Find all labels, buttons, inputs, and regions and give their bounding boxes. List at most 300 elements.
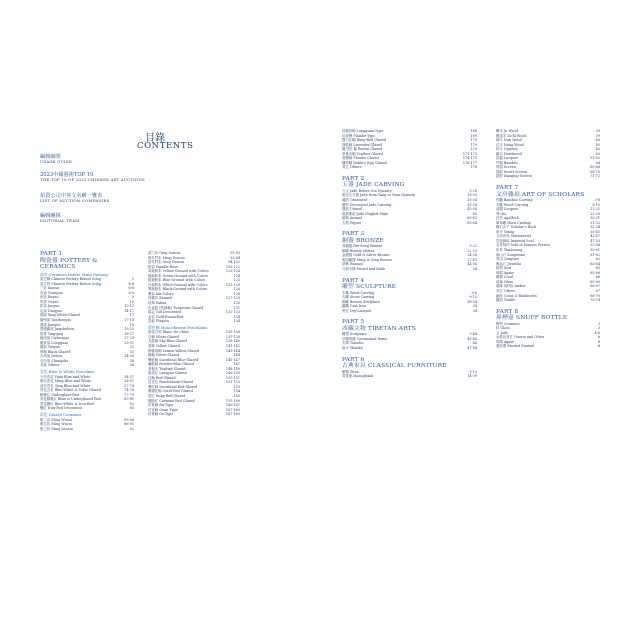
toc-entry-title: 動物 Animal — [342, 216, 362, 221]
toc-entry-pages: 27-28 — [124, 336, 134, 341]
toc-entry-title: 擺件 Decorated Jade Carving — [342, 202, 392, 207]
toc-entry-title: 料 Glass — [496, 326, 510, 331]
toc-entry-title: 鈞窯 Junyao — [40, 304, 60, 309]
toc-entry-title: 插屏 Insert Screen — [496, 169, 528, 174]
toc-entry-title: 白釉 White Glazed — [148, 334, 179, 339]
toc-entry-title: 琉璃 Glass — [496, 279, 514, 284]
toc-entry-title: 琺華 Fahua — [148, 301, 167, 306]
toc-entry-title: 雞翅木 Zichi Wood — [496, 133, 527, 138]
toc-entry-title: 胭脂紅 Carmine-Red Glazed — [148, 398, 195, 403]
toc-entry-title: 紫檀 Zitan — [342, 369, 359, 374]
toc-entry-title: 耀州窯 Yaozhouyao — [40, 318, 72, 323]
toc-entry-pages: 93-94 — [230, 255, 240, 260]
toc-entry-title: 仿龍泉釉 Longquan-Type — [342, 129, 384, 133]
toc-entry-title: 雕塑 Sculpture — [342, 332, 367, 337]
part-title: 鼻煙壺 SNUFF BOTTLE — [496, 315, 568, 322]
intro-en: USAGE GUIDE — [40, 159, 73, 164]
toc-entry-pages: 160-167 — [225, 403, 240, 408]
toc-entry-pages: 123-124 — [225, 269, 240, 274]
toc-entry-title: 明五彩 Ming Wucai — [40, 422, 72, 427]
toc-entry-pages: 34 — [472, 308, 477, 313]
intro-en: LIST OF AUCTION COMPANIES — [40, 198, 110, 203]
toc-entry-pages: 169 — [470, 133, 477, 138]
toc-entry-title: 盌板 Plaques — [148, 319, 170, 324]
toc-entry-pages: 83-86 — [124, 417, 134, 422]
toc-entry-pages: 34-37 — [124, 374, 134, 379]
part-label: PART 6 — [342, 356, 365, 363]
toc-entry-pages: 22-29 — [590, 211, 600, 216]
intro-auction-list[interactable] — [40, 193, 240, 204]
page-title-en: CONTENTS — [137, 141, 194, 151]
toc-entry-title: 高古瓷 Chinese Pottery Before Song — [40, 281, 101, 286]
toc-entry-title: 雞血石 Jixueshi — [496, 261, 521, 266]
toc-entry-title: 琺瑯彩 Enamel — [148, 296, 173, 301]
toc-entry-title: 釉裏紅 Underglaze-Red — [40, 392, 80, 397]
toc-entry-pages: 17-18 — [124, 318, 134, 323]
toc-entry-title: 孔雀藍 (松綠釉) Turquoise Glazed — [148, 305, 204, 310]
toc-entry-pages: 36 — [129, 363, 134, 368]
toc-entry-title: 祭紅 Ruby-Red Glazed — [148, 394, 186, 398]
toc-entry-pages: 74-76 — [124, 388, 134, 393]
toc-entry-pages: 67 — [595, 288, 600, 293]
toc-entry[interactable] — [40, 406, 134, 411]
toc-entry-pages: 14-17 — [124, 308, 134, 313]
toc-entry-title: 青花釉裏紅 Blue & Underglazed Red — [40, 397, 101, 402]
toc-entry-title: 景德鎮窯 Jingdezhen — [40, 327, 74, 332]
toc-entry-title: 白地粉彩 White-Ground with Colors — [148, 282, 208, 287]
toc-entry-title: 銘刻 Seal — [496, 266, 512, 271]
toc-entry-title: 元代青花 Yuan Blue and White — [40, 374, 91, 379]
toc-entry-title: 定窯 Dingyao — [40, 308, 62, 313]
toc-entry-title: 竹雕 Bamboo Carving — [496, 198, 533, 203]
toc-entry-pages: 66 — [595, 275, 600, 280]
toc-entry-pages: 65-66 — [590, 270, 600, 275]
toc-entry-title: 漆器 Lacquer — [496, 207, 519, 212]
toc-entry-pages: 9 — [131, 295, 134, 300]
toc-entry-title: 三彩 Sancai — [40, 286, 60, 291]
toc-entry-pages: 53-58 — [590, 243, 600, 248]
toc-entry-title: 黑釉 Black Glazed — [40, 349, 71, 354]
toc-entry-title: 金銀器 Gold & Silver Bronze — [342, 253, 390, 258]
toc-entry-pages: 102-122 — [225, 264, 240, 269]
part-title: 雕塑 SCULPTURE — [342, 284, 397, 291]
toc-entry-pages: 19-25 — [124, 327, 134, 332]
toc-entry-title: 龍泉窯 Longquan — [40, 340, 69, 345]
toc-entry-pages: 62 — [595, 257, 600, 262]
toc-entry-title: 磁州窯 Cizhouyao — [40, 336, 70, 341]
toc-entry-pages: 167-169 — [225, 407, 240, 412]
toc-entry-title: 鐵雕 Cast Iron — [342, 304, 366, 309]
toc-entry-pages: 65 — [595, 266, 600, 271]
toc-entry-pages: 65-68 — [590, 165, 600, 170]
toc-entry-title: 珊瑚紅釉 Coral-Red Glazed — [148, 389, 193, 394]
part-title: 文房雜項 ART OF SCHOLARS — [496, 191, 585, 198]
toc-entry-title: 黑地粉彩 Black-Ground with Colors — [148, 287, 207, 292]
toc-entry-title: 木雕 Wood Carving — [496, 202, 529, 207]
intro-en: EDITORIAL TEAM — [40, 218, 80, 223]
toc-entry-pages: 35-38 — [467, 202, 477, 207]
toc-entry-pages: 77-79 — [124, 392, 134, 397]
toc-entry-pages: 42-47 — [590, 234, 600, 239]
toc-entry[interactable] — [148, 412, 240, 417]
toc-entry-title: 高古陶 Chinese Pottery Before Song — [40, 277, 101, 282]
toc-entry-pages: 6-8 — [128, 286, 134, 291]
toc-entry-pages: 36 — [129, 358, 134, 363]
toc-entry-title: 紅木 Hong Wood — [496, 142, 524, 147]
toc-entry-title: 茶葉末釉 Teadust Glazed — [342, 151, 383, 156]
col1-section — [40, 251, 134, 431]
toc-entry-pages: 29-33 — [467, 193, 477, 198]
toc-entry-title: 其它 Others — [496, 288, 516, 293]
toc-entry-title: 其它 Others — [342, 165, 362, 170]
part-label: PART 2 — [342, 175, 365, 182]
toc-entry-title: 漆器 Lacquer — [496, 156, 519, 161]
part-title: 銅器 BRONZE — [342, 237, 384, 244]
toc-entry-title: 石雕 Stone Carving — [342, 295, 375, 300]
toc-entry-pages: 134 — [233, 314, 240, 319]
toc-entry-title: 黃地粉彩 Yellow-Ground with Colors — [148, 269, 209, 274]
toc-entry-pages: 3-13 — [469, 369, 477, 374]
toc-entry-title: 粉彩 Famille Rose — [148, 264, 178, 269]
toc-entry-pages: 60 — [472, 211, 477, 216]
toc-entry-title: 匠作 Agalloch — [496, 216, 519, 221]
toc-entry-pages: 33-34 — [467, 198, 477, 203]
toc-entry-title: 仿官釉 Guan-Type — [148, 407, 178, 412]
part-label: PART 1 — [40, 251, 63, 257]
toc-entry-pages: 6 — [597, 339, 600, 344]
toc-entry-pages: 155-160 — [225, 398, 240, 403]
toc-entry-title: 汝窯 Ruyao — [40, 295, 59, 300]
subsection-title: 彩瓷 Glazed Ceramics — [40, 412, 82, 417]
toc-entry-title: 壽山石 Soapstone — [496, 252, 526, 257]
toc-entry-pages: 145-147 — [225, 357, 240, 362]
toc-entry-title: 明代鬥彩 Ming Doucai — [148, 255, 185, 260]
toc-entry-title: 天珠 Tianzhu — [342, 341, 364, 346]
toc-entry-title: 瑪瑙 Agate — [496, 270, 514, 275]
toc-entry-pages: 125 — [233, 278, 240, 283]
toc-entry-pages: 3 — [131, 277, 134, 282]
toc-entry-pages: 170 — [470, 142, 477, 147]
toc-entry-pages: 47-54 — [467, 345, 477, 350]
toc-entry-title: 器皿 Utensil — [342, 207, 363, 212]
toc-entry-pages: 61-63 — [590, 156, 600, 161]
subsection-title: 青花 Blue & White Porcelain — [40, 369, 94, 375]
toc-entry-title: 礬紅 Iron-Red Decorated — [40, 406, 82, 411]
toc-entry-pages: 38-57 — [124, 379, 134, 384]
toc-entry-pages: 46 — [472, 341, 477, 346]
toc-entry-pages: 149-150 — [225, 371, 240, 376]
toc-entry-title: 水晶及其它 Quartz and Other — [496, 335, 545, 340]
toc-entry-pages: 141-142 — [225, 343, 240, 348]
toc-entry-title: 陳設 Ornament — [342, 198, 368, 203]
toc-entry-pages: 4-6 — [128, 281, 134, 286]
toc-entry-title: 吉州窯 Jizhou — [40, 354, 62, 359]
toc-entry-pages: 83 — [129, 406, 134, 411]
part-title: 西藏文物 TIBETAN ARTS — [342, 325, 417, 332]
toc-entry-title: 文房用具 Stationeries — [496, 234, 532, 239]
toc-entry-title: 鐵木 Hardwood — [496, 151, 522, 156]
toc-entry-pages: 57-74 — [124, 383, 134, 388]
toc-entry-pages: 154 — [233, 389, 240, 394]
toc-entry-pages: 4-6 — [594, 330, 600, 335]
toc-entry-title: 青花五彩 Blue-White & Color Glazed — [40, 388, 101, 393]
intro-cn: 編輯綱要 — [40, 154, 61, 160]
part-title: 古典家具 CLASSICAL FURNITURE — [342, 363, 447, 369]
toc-entry-title: 織品 Textile — [496, 298, 516, 303]
toc-entry-title: 仿窯變 Flambe-Type — [342, 133, 376, 138]
toc-entry-pages: 65-66 — [590, 279, 600, 284]
toc-entry-pages: 3-22 — [469, 244, 477, 249]
toc-entry-title: 官窯 Guanyao — [40, 290, 63, 295]
toc-entry-pages: 168 — [470, 129, 477, 133]
toc-entry-pages: 14-39 — [467, 374, 477, 379]
toc-entry-title: 掛屏 Hanging Screen — [496, 174, 532, 179]
intro-usage[interactable] — [40, 154, 240, 165]
toc-entry-pages: 29-31 — [124, 340, 134, 345]
toc-entry-title: 綠地粉彩 Green-Ground with Colors — [148, 273, 209, 278]
toc-entry-title: 青花礬紅 Blue-White & Iron-Red — [40, 401, 94, 406]
toc-entry-title: 琴 Qin — [496, 211, 507, 216]
toc-entry-pages: 66-67 — [590, 284, 600, 289]
toc-entry-pages: 16-34 — [467, 299, 477, 304]
toc-entry-pages: 174-175 — [462, 156, 477, 161]
toc-entry-title: 薄藍釉 Lavender Glazed — [342, 142, 383, 147]
toc-entry-title: 其他 Others — [40, 363, 60, 368]
toc-entry-pages: 170 — [470, 147, 477, 152]
toc-entry-pages: 63-64 — [590, 261, 600, 266]
toc-entry-pages: 155 — [233, 394, 240, 398]
toc-entry-pages: 40 — [595, 138, 600, 143]
toc-entry-pages: 6 — [597, 344, 600, 349]
part-label: PART 7 — [496, 185, 519, 192]
toc-entry[interactable] — [40, 363, 134, 368]
toc-entry[interactable] — [342, 374, 477, 379]
toc-entry-title: 屏風 Screen — [496, 165, 516, 170]
col3-section — [342, 129, 477, 379]
toc-entry-title: 清三彩 Qing Sancai — [148, 251, 181, 255]
toc-entry-pages: 170 — [470, 138, 477, 143]
toc-entry-title: 醬 (棕) 釉 Brown Glazed — [342, 147, 383, 152]
toc-entry-pages: 132-133 — [225, 310, 240, 315]
toc-entry-pages: 148-149 — [225, 366, 240, 371]
toc-entry-title: 金彩 Gold-Enamelled — [148, 314, 184, 319]
toc-entry-pages: 126 — [233, 287, 240, 292]
toc-entry-pages: 8-9 — [128, 290, 134, 295]
toc-entry-title: 法器供器 Ceremonial Items — [342, 336, 388, 341]
part-label: PART 4 — [342, 277, 365, 284]
toc-entry-pages: 43-58 — [467, 207, 477, 212]
intro-editorial[interactable] — [40, 213, 240, 224]
toc-entry-pages: 59-61 — [590, 248, 600, 253]
toc-entry-title: 柏木 Cypress — [496, 147, 518, 152]
part-title: 玉器 JADE CARVING — [342, 182, 405, 189]
toc-entry-pages: 10 — [129, 299, 134, 304]
toc-entry-title: 霽紅釉 Sacrificial Red-Glazed — [148, 384, 198, 389]
toc-entry-title: 灑藍釉 Powder-Blue Glazed — [148, 362, 194, 367]
toc-entry-title: 窯變釉 Flambe Glazed — [342, 156, 379, 161]
toc-entry-pages: 80-81 — [124, 397, 134, 402]
toc-entry-title: 邢窯 Xing White-Glazed — [40, 313, 80, 318]
intro-cn: 編輯團隊 — [40, 213, 61, 219]
toc-entry-title: 人物 Figure — [342, 220, 362, 225]
toc-entry-pages: 125-126 — [225, 282, 240, 287]
toc-entry-pages: 150-151 — [225, 375, 240, 380]
toc-entry-title: 明清銅器 Ming & Qing Bronze — [342, 257, 393, 262]
toc-entry-pages: 34 — [472, 267, 477, 272]
toc-entry-title: 寶石紅釉 Ruby-Red Glazed — [342, 138, 387, 143]
toc-entry[interactable] — [496, 344, 600, 349]
toc-entry-pages: 126 — [233, 291, 240, 296]
toc-entry-title: 霽藍釉 Sacrificial Blue-Glazed — [148, 357, 199, 362]
toc-entry-pages: 92 — [129, 426, 134, 431]
toc-entry-pages: 47-53 — [590, 238, 600, 243]
page-title-cn: 目錄 — [145, 133, 165, 144]
toc-entry-title: 天藍釉 Sky-Blue Glazed — [148, 339, 188, 344]
toc-entry-pages: 10-13 — [124, 304, 134, 309]
toc-entry-title: 明代青花 Ming Blue and White — [40, 379, 92, 384]
toc-entry-pages: 171-173 — [462, 151, 477, 156]
toc-entry-title: 綠釉 Green-Glazed — [148, 353, 180, 358]
toc-entry-title: 建窯 Jianyao — [40, 322, 61, 327]
toc-entry-pages: 11-21 — [590, 207, 600, 212]
toc-entry-title: 青田 Qingtian — [496, 257, 519, 262]
toc-entry-pages: 3 — [597, 326, 600, 331]
toc-entry-pages: 17 — [129, 313, 134, 318]
toc-entry-pages: 3-8 — [594, 198, 600, 203]
toc-entry-title: 墨彩 Ink Colors — [148, 291, 174, 296]
toc-entry-title: 仿哥釉 Ge-Type — [148, 412, 174, 417]
toc-entry-pages: 131 — [233, 305, 240, 310]
toc-entry-pages: 24-26 — [467, 253, 477, 258]
part-label: PART 3 — [342, 231, 365, 238]
toc-entry-title: 明三彩 Ming Sancai — [40, 426, 73, 431]
toc-entry-title: 雕石山子 Scholar's Rock — [496, 225, 537, 230]
toc-entry-title: 刀劍夫犢 Sword and Knife — [342, 267, 386, 272]
toc-entry-pages: 3-28 — [469, 188, 477, 193]
toc-entry-title: 珈琲 (琥珀) Amber — [496, 284, 526, 289]
toc-entry-title: 唐卡 Thanka — [342, 345, 363, 350]
toc-entry-pages: 3 — [597, 321, 600, 326]
toc-entry-pages: 39 — [595, 129, 600, 133]
toc-entry-pages: 64 — [595, 160, 600, 165]
toc-entry-title: 珊瑚 Coral — [496, 275, 514, 280]
toc-entry-pages: 130 — [233, 301, 240, 306]
toc-entry-pages: 8-10 — [592, 202, 600, 207]
toc-entry-title: 茶葉末 Teadust Glazed — [148, 366, 186, 371]
toc-entry-pages: 144 — [233, 353, 240, 358]
toc-entry-pages: 3-44 — [469, 332, 477, 337]
col4-section — [496, 129, 600, 349]
toc-entry-pages: 22-23 — [467, 248, 477, 253]
toc-entry-title: 明三彩 Ming Wucai — [40, 417, 72, 422]
toc-entry-title: 竹器 Bamboo — [496, 160, 518, 165]
toc-entry-pages: 3-8 — [471, 290, 477, 295]
toc-entry-title: 宮廷御用 Imperial Seal — [496, 238, 534, 243]
intro-top10[interactable] — [40, 172, 240, 183]
toc-entry-title: 哥窯 Geyao — [40, 299, 59, 304]
toc-entry-pages: 63-64 — [467, 220, 477, 225]
toc-entry-pages: 68-70 — [590, 169, 600, 174]
toc-entry-pages: 32-34 — [590, 225, 600, 230]
toc-entry-title: 黃花梨 Huanghuali — [342, 374, 374, 379]
toc-entry-pages: 86-91 — [124, 422, 134, 427]
toc-entry-title: 唐宋元玉器 Jade from Tang to Yuan Dynasty — [342, 193, 416, 198]
toc-entry-title: 紅釉 Red-Glazed — [148, 375, 176, 380]
toc-entry-pages: 176-177 — [462, 160, 477, 165]
toc-entry-pages: 45-46 — [467, 336, 477, 341]
toc-entry-pages: 94-102 — [228, 260, 240, 265]
toc-entry-pages: 70-74 — [590, 298, 600, 303]
toc-entry-pages: 26-27 — [124, 331, 134, 336]
toc-entry-title: 銅鏡 Bronze Mirror — [342, 248, 375, 253]
toc-entry-title: 越窯 Yueyao — [40, 345, 60, 350]
intro-en: THE TOP 10 OF 2022 CHINESE ART AUCTIONS — [40, 177, 145, 182]
toc-entry-pages: 60 — [595, 151, 600, 156]
toc-entry-title: 名家刻印 Seal of Famous Person — [496, 243, 550, 248]
part-title: 陶瓷器 POTTERY & CERAMICS — [40, 257, 98, 270]
toc-entry-title: 象牙 Yixing — [496, 229, 515, 234]
toc-entry-pages: 39 — [595, 133, 600, 138]
toc-entry-title: 畫琺瑯 Painted Enamel — [496, 344, 535, 349]
toc-entry-title: 仿哥釉 Ru-Type — [148, 403, 174, 408]
intro-cn: 拍賣公司中英文名稱一覽表 — [40, 193, 103, 199]
toc-entry-title: 古玉 Jade Before Sui Dynasty — [342, 188, 392, 193]
toc-entry-pages: 71-72 — [590, 174, 600, 179]
intro-cn: 2023中國藝術TOP 10 — [40, 172, 94, 178]
toc-entry-title: 楠木 Nan Wood — [496, 138, 522, 143]
toc-entry-pages: 18 — [129, 322, 134, 327]
toc-entry-title: 清代青花 Qing Blue and White — [40, 383, 91, 388]
subsection-title: 高古 Ceramics before Ming Dynasty — [40, 271, 109, 277]
toc-entry-title: 鏡匣 Coins & Banknotes — [496, 293, 537, 298]
toc-entry-pages: 82 — [129, 401, 134, 406]
toc-entry-pages: 137-138 — [225, 334, 240, 339]
toc-entry[interactable] — [148, 319, 240, 324]
toc-entry-title: 德化白瓷 Blanc-De-Chine — [148, 330, 190, 335]
toc-entry-pages: 61-62 — [590, 252, 600, 257]
toc-entry-title: 清代鬥彩 Qing Doucai — [148, 260, 184, 265]
toc-entry-pages: 33 — [129, 349, 134, 354]
toc-entry-title: 瑪瑙 Agate — [496, 339, 514, 344]
col2-section — [148, 251, 240, 417]
toc-entry-title: 影青 Yingqing — [40, 331, 64, 336]
toc-entry[interactable] — [40, 427, 134, 432]
toc-entry-title: 陶瓷 Ceramics — [496, 321, 521, 326]
toc-entry-pages: 92-93 — [230, 251, 240, 255]
toc-entry-title: 痕都斯坦 Jade Mughal-Style — [342, 211, 389, 216]
toc-entry-title: 青銅器 Pre-Song Bronze — [342, 244, 383, 249]
toc-entry-pages: 127-129 — [225, 296, 240, 301]
toc-entry-pages: 35-41 — [590, 229, 600, 234]
toc-entry-title: 藍地粉彩 Blue-Ground with Colors — [148, 278, 206, 283]
toc-entry-pages: 6 — [597, 335, 600, 340]
toc-entry-pages: 27-43 — [467, 257, 477, 262]
subsection-title: 單色釉 Monochrome Porcelains — [148, 324, 208, 330]
toc-entry-title: 夾紵 Dry-Lacquer — [342, 308, 372, 313]
part-label: PART 5 — [342, 319, 365, 326]
toc-entry-pages: 153 — [233, 384, 240, 389]
toc-entry-pages: 139-140 — [225, 339, 240, 344]
toc-entry-pages: 134 — [233, 319, 240, 324]
toc-entry-title: 檸檬黃釉 Lemon-Yellow Glazed — [148, 348, 200, 353]
toc-entry-pages: 31-32 — [590, 220, 600, 225]
toc-entry-pages: 60-63 — [467, 216, 477, 221]
toc-entry-title: 郎窯紅 Langyao Glazed — [148, 371, 187, 376]
toc-entry-title: 犀角雕 Horn Carving — [496, 220, 531, 225]
toc-entry-pages: 34 — [472, 304, 477, 309]
toc-entry-pages: 9-15 — [469, 295, 477, 300]
toc-entry-pages: 178 — [470, 165, 477, 170]
